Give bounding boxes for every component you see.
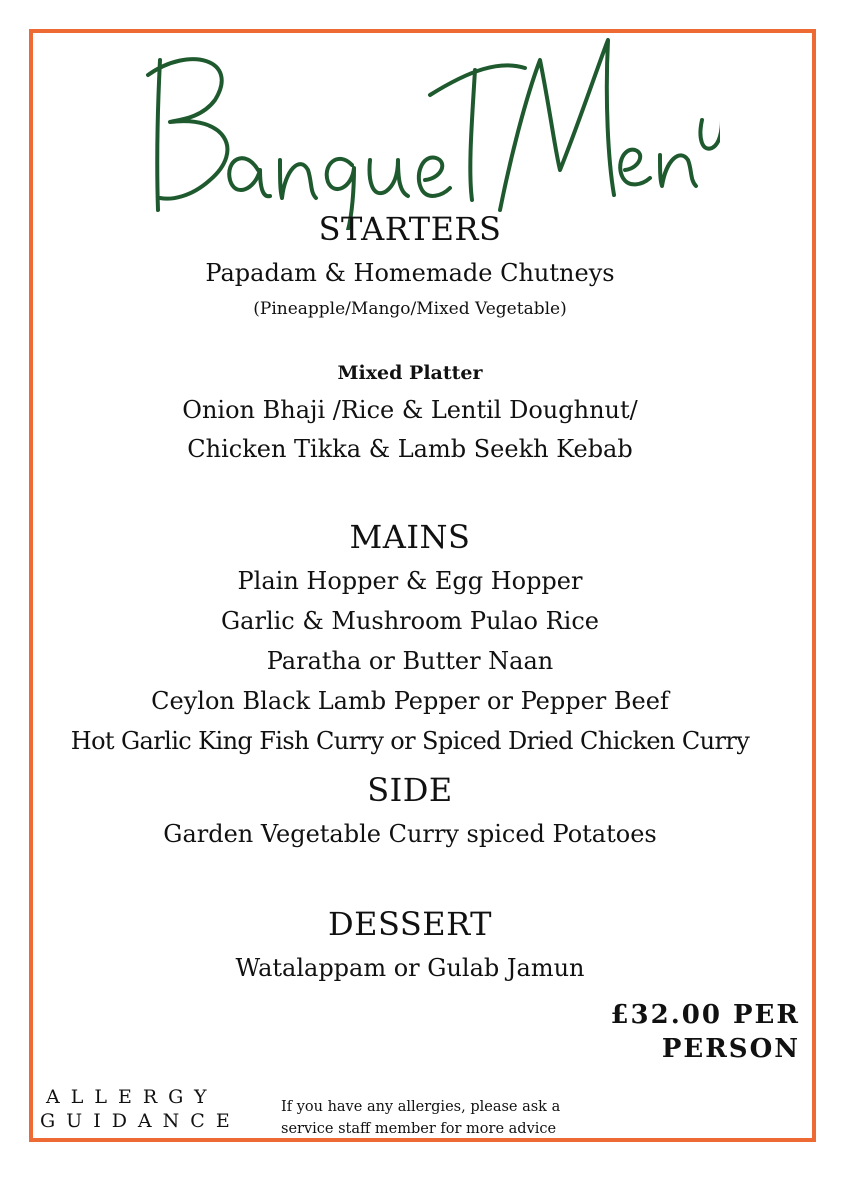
side-item: Garden Vegetable Curry spiced Potatoes: [163, 820, 657, 848]
starters-heading: STARTERS: [318, 210, 502, 248]
price-line-1: £32.00 PER: [610, 1000, 800, 1030]
mixed-platter-line-2: Chicken Tikka & Lamb Seekh Kebab: [187, 435, 633, 463]
starters-chutneys: (Pineapple/Mango/Mixed Vegetable): [253, 299, 567, 319]
banquet-menu-script-title: [130, 20, 720, 230]
mixed-platter-line-1: Onion Bhaji /Rice & Lentil Doughnut/: [182, 396, 638, 424]
allergy-title-line-2: GUIDANCE: [40, 1110, 241, 1132]
mixed-platter-title: Mixed Platter: [337, 362, 483, 384]
starters-papadam: Papadam & Homemade Chutneys: [205, 259, 615, 287]
side-heading: SIDE: [367, 771, 453, 809]
price-per-person: [540, 998, 800, 1066]
allergy-note-line-1: If you have any allergies, please ask a: [281, 1099, 561, 1115]
allergy-title-line-1: ALLERGY: [46, 1086, 218, 1108]
mains-heading: MAINS: [349, 518, 471, 556]
mains-item: Plain Hopper & Egg Hopper: [237, 567, 583, 595]
dessert-item: Watalappam or Gulab Jamun: [235, 954, 585, 982]
dessert-heading: DESSERT: [327, 905, 493, 943]
mains-item: Hot Garlic King Fish Curry or Spiced Dried Chicken Curry: [70, 727, 750, 755]
price-line-2: PERSON: [661, 1034, 800, 1064]
allergy-note-line-2: service staff member for more advice: [281, 1121, 557, 1137]
allergy-note: [281, 1096, 560, 1140]
allergy-guidance-title: [40, 1085, 241, 1133]
mains-item: Ceylon Black Lamb Pepper or Pepper Beef: [151, 687, 669, 715]
mains-item: Garlic & Mushroom Pulao Rice: [221, 607, 599, 635]
mains-item: Paratha or Butter Naan: [266, 647, 554, 675]
